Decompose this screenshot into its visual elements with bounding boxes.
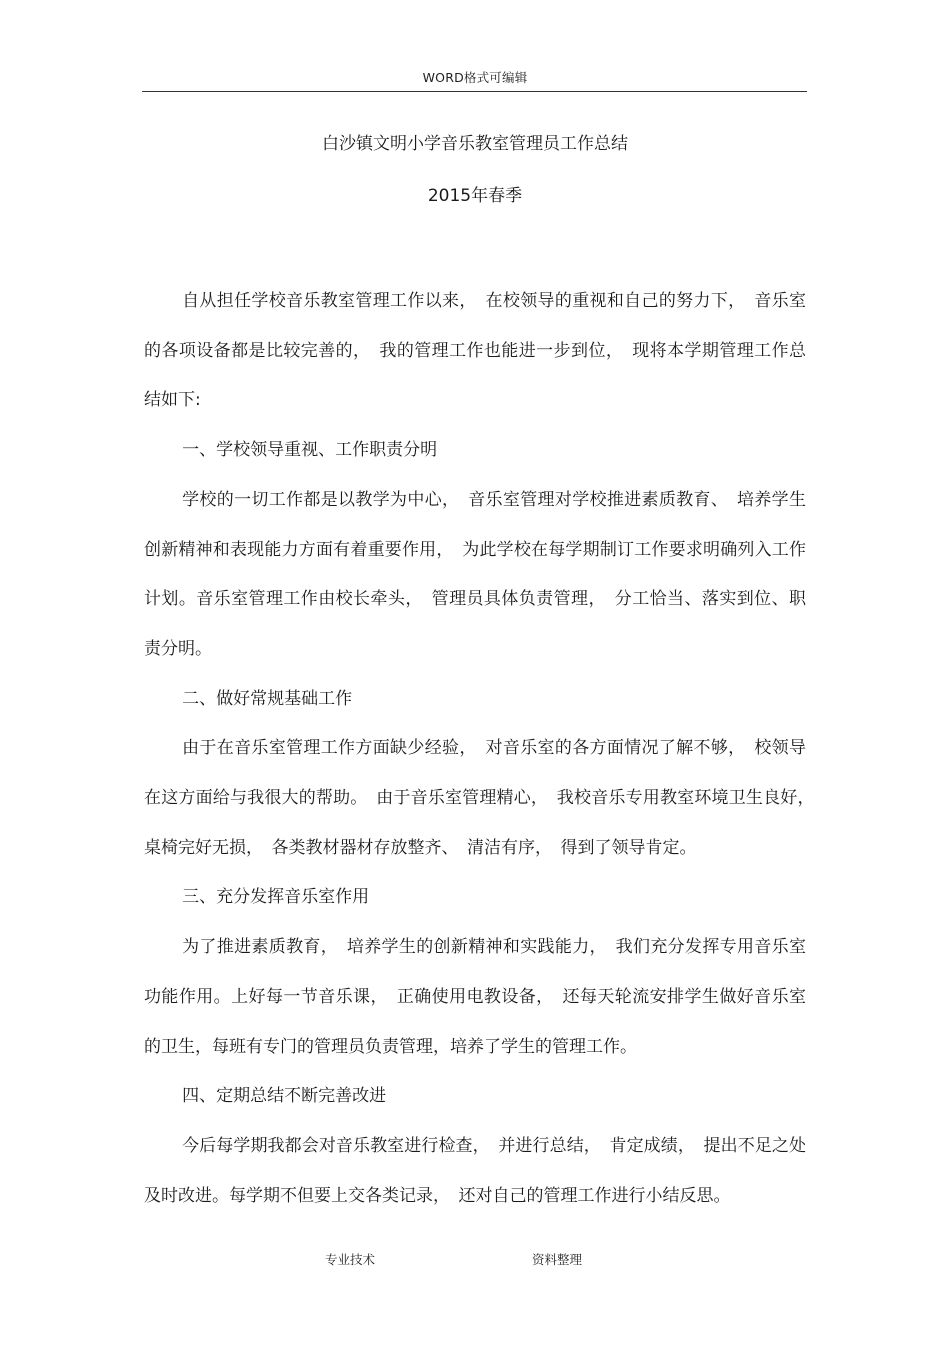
page-header: WORD格式可编辑 <box>422 70 528 85</box>
section-paragraph-4: 今后每学期我都会对音乐教室进行检查， 并进行总结， 肯定成绩， 提出不足之处及时改进。每学期不但要上交各类记录， 还对自己的管理工作进行小结反思。 <box>144 1135 806 1206</box>
section-heading-2: 二、做好常规基础工作 <box>182 688 353 709</box>
footer-left-text: 专业技术 <box>325 1252 376 1267</box>
document-body <box>144 277 823 1221</box>
section-paragraph-1: 学校的一切工作都是以教学为中心， 音乐室管理对学校推进素质教育、 培养学生创新精神和表现能力方面有着重要作用， 为此学校在每学期制订工作要求明确列入工作计划。音乐室管理工作由校长牵头， 管理员具体负责管理， 分工恰当、落实到位、职责分明。 <box>144 489 806 659</box>
section-heading-1: 一、学校领导重视、工作职责分明 <box>182 440 438 461</box>
section-heading-4: 四、定期总结不断完善改进 <box>182 1086 387 1107</box>
section-paragraph-2: 由于在音乐室管理工作方面缺少经验， 对音乐室的各方面情况了解不够， 校领导在这方面给与我很大的帮助。 由于音乐室管理精心， 我校音乐专用教室环境卫生良好， 桌椅完好无损， 各类教材器材存放整齐、 清洁有序， 得到了领导肯定。 <box>144 738 823 858</box>
document-title: 白沙镇文明小学音乐教室管理员工作总结 <box>322 134 628 154</box>
section-paragraph-3: 为了推进素质教育， 培养学生的创新精神和实践能力， 我们充分发挥专用音乐室功能作用。上好每一节音乐课， 正确使用电教设备， 还每天轮流安排学生做好音乐室的卫生，每班有专门的管理员负责管理，培养了学生的管理工作。 <box>144 937 806 1057</box>
intro-paragraph: 自从担任学校音乐教室管理工作以来， 在校领导的重视和自己的努力下， 音乐室的各项设备都是比较完善的， 我的管理工作也能进一步到位， 现将本学期管理工作总结如下: <box>144 291 806 411</box>
footer-right-text: 资料整理 <box>532 1252 583 1267</box>
document-subtitle: 2015年春季 <box>427 186 523 206</box>
section-heading-3: 三、充分发挥音乐室作用 <box>182 887 370 908</box>
header-divider <box>142 91 807 92</box>
